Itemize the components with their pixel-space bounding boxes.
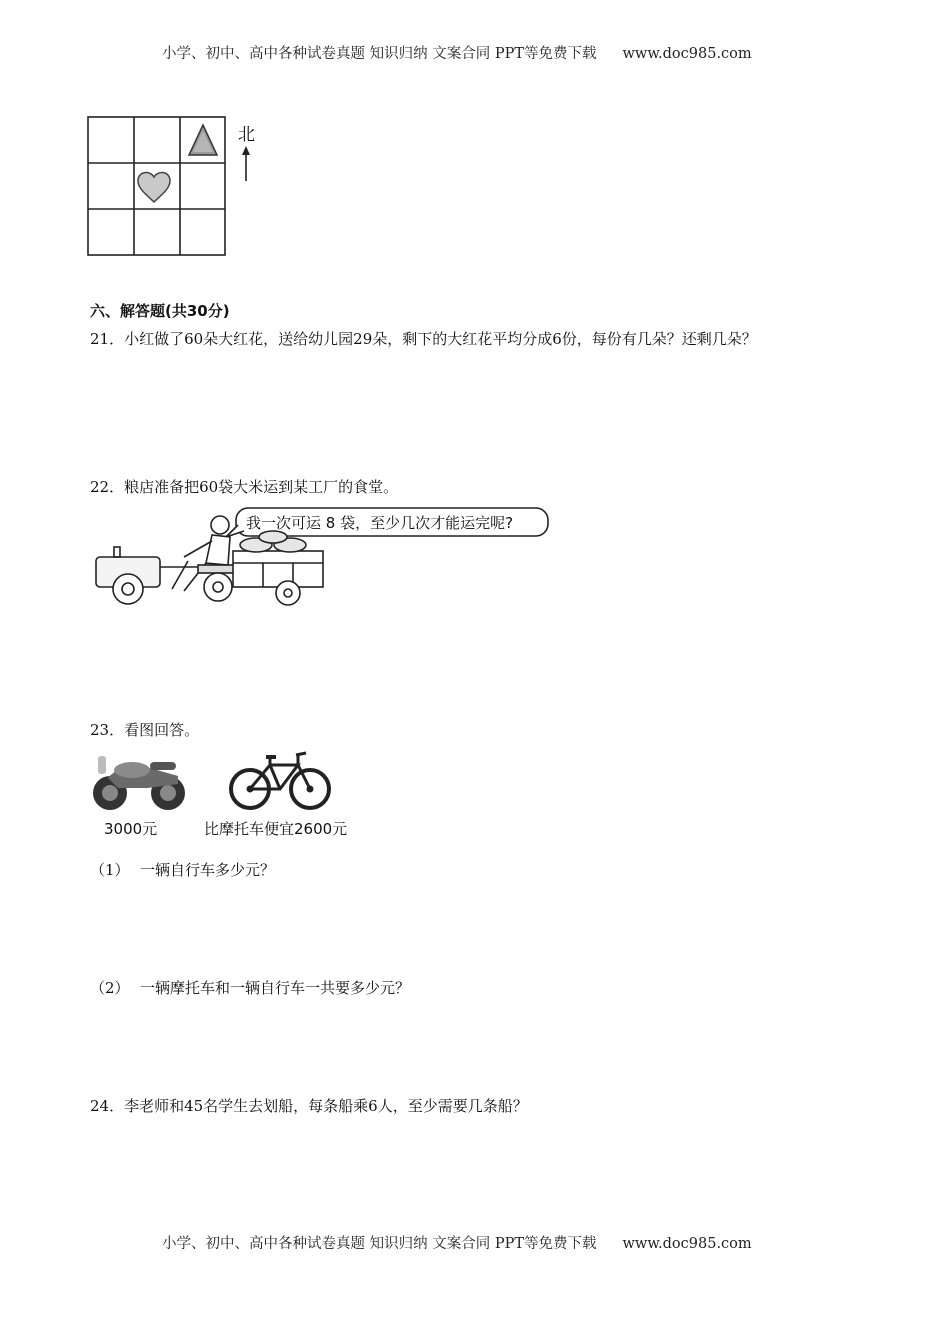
question-23-sub-2 (90, 977, 410, 998)
sub-2-index: （2） (90, 979, 130, 997)
header-text: 小学、初中、高中各种试卷真题 知识归纳 文案合同 PPT等免费下载 (162, 46, 597, 62)
footer-text: 小学、初中、高中各种试卷真题 知识归纳 文案合同 PPT等免费下载 (162, 1236, 597, 1252)
sub-1-text: 一辆自行车多少元？ (140, 861, 276, 879)
question-22: 22．粮店准备把60袋大米运到某工厂的食堂。 (90, 478, 399, 496)
motorcycle-icon (88, 748, 193, 813)
arrow-up-icon (242, 146, 250, 181)
question-23-sub-1 (90, 859, 275, 880)
page-footer (162, 1232, 752, 1253)
header-url: www.doc985.com (622, 46, 752, 62)
heart-icon (138, 172, 170, 202)
question-21: 21．小红做了60朵大红花，送给幼儿园29朵，剩下的大红花平均分成6份，每份有几朵？还剩几朵？ (90, 330, 757, 348)
sub-2-text: 一辆摩托车和一辆自行车一共要多少元？ (140, 979, 411, 997)
trailer (233, 551, 323, 587)
bicycle-note: 比摩托车便宜2600元 (204, 820, 348, 838)
section-title: 六、解答题(共30分) (90, 302, 230, 320)
question-24: 24．李老师和45名学生去划船，每条船乘6人，至少需要几条船？ (90, 1097, 528, 1115)
page-header (162, 42, 752, 63)
speech-bubble-text: 我一次可运 8 袋，至少几次才能运完呢? (246, 514, 514, 532)
question-23: 23．看图回答。 (90, 721, 200, 739)
driver-head (211, 516, 229, 534)
bicycle-icon (226, 745, 334, 813)
motorcycle-price: 3000元 (104, 820, 158, 838)
footer-url: www.doc985.com (622, 1236, 752, 1252)
north-label: 北 (238, 125, 255, 145)
sub-1-index: （1） (90, 861, 130, 879)
triangle-icon (189, 125, 217, 155)
